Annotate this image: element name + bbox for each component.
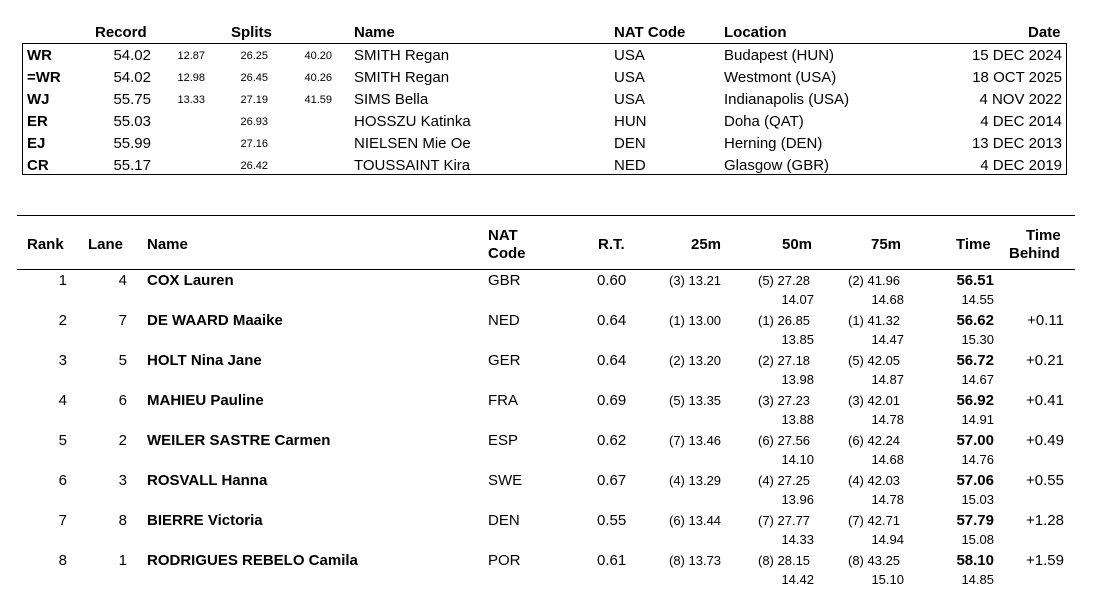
result-lane: 3 — [118, 472, 127, 489]
record-row — [0, 111, 1106, 133]
result-time-behind: +1.28 — [1026, 512, 1064, 529]
result-time-sub: 15.03 — [961, 492, 994, 507]
result-time: 57.06 — [956, 472, 994, 489]
result-split-75m: (7) 42.71 — [848, 513, 901, 528]
result-lane: 1 — [118, 552, 127, 569]
result-name: RODRIGUES REBELO Camila — [147, 552, 358, 569]
record-split-75: 40.26 — [304, 72, 332, 84]
record-date: 4 DEC 2019 — [980, 157, 1062, 174]
result-time-sub: 14.85 — [961, 572, 994, 587]
record-code: EJ — [27, 135, 46, 152]
result-split-50m-sub: 13.88 — [781, 412, 814, 427]
record-code: WJ — [27, 91, 50, 108]
record-time: 55.99 — [113, 135, 151, 152]
result-reaction-time: 0.62 — [597, 432, 627, 449]
records-header-record: Record — [95, 24, 147, 41]
result-time: 58.10 — [956, 552, 994, 569]
results-header-lane: Lane — [88, 236, 124, 253]
results-top-rule — [17, 215, 1075, 216]
result-nat: GER — [488, 352, 521, 369]
record-name: SIMS Bella — [354, 91, 429, 108]
result-time: 56.51 — [956, 272, 994, 289]
records-header-date: Date — [1028, 24, 1061, 41]
result-split-75m-sub: 15.10 — [871, 572, 904, 587]
result-rank: 5 — [58, 432, 67, 449]
record-location: Glasgow (GBR) — [724, 157, 830, 174]
result-split-75m-sub: 14.78 — [871, 492, 904, 507]
result-row — [0, 552, 1106, 592]
result-nat: DEN — [488, 512, 520, 529]
result-time-sub: 14.76 — [961, 452, 994, 467]
result-reaction-time: 0.60 — [597, 272, 627, 289]
result-reaction-time: 0.69 — [597, 392, 627, 409]
record-name: SMITH Regan — [354, 47, 450, 64]
result-lane: 8 — [118, 512, 127, 529]
record-location: Indianapolis (USA) — [724, 91, 850, 108]
record-time: 54.02 — [113, 47, 151, 64]
results-header-50m: 50m — [782, 236, 813, 253]
result-lane: 6 — [118, 392, 127, 409]
record-split-75: 40.20 — [304, 50, 332, 62]
result-name: BIERRE Victoria — [147, 512, 263, 529]
result-time-sub: 14.55 — [961, 292, 994, 307]
result-time: 56.72 — [956, 352, 994, 369]
result-split-50m: (8) 28.15 — [758, 553, 811, 568]
result-split-75m-sub: 14.68 — [871, 292, 904, 307]
result-split-75m-sub: 14.68 — [871, 452, 904, 467]
result-split-50m-sub: 13.85 — [781, 332, 814, 347]
result-split-25m: (5) 13.35 — [669, 393, 722, 408]
result-split-50m-sub: 14.42 — [781, 572, 814, 587]
record-code: =WR — [27, 69, 61, 86]
result-rank: 1 — [58, 272, 67, 289]
result-split-75m: (5) 42.05 — [848, 353, 901, 368]
result-split-25m: (7) 13.46 — [669, 433, 722, 448]
records-header-splits: Splits — [231, 24, 272, 41]
record-row — [0, 45, 1106, 67]
results-header-time: Time — [956, 236, 991, 253]
result-split-50m: (7) 27.77 — [758, 513, 811, 528]
result-split-75m-sub: 14.78 — [871, 412, 904, 427]
result-time: 56.62 — [956, 312, 994, 329]
result-split-25m: (2) 13.20 — [669, 353, 722, 368]
record-split-50: 27.19 — [240, 94, 268, 106]
record-nat: USA — [614, 91, 645, 108]
result-rank: 3 — [58, 352, 67, 369]
record-split-75: 41.59 — [304, 94, 332, 106]
record-date: 18 OCT 2025 — [972, 69, 1062, 86]
result-lane: 4 — [118, 272, 127, 289]
result-nat: SWE — [488, 472, 523, 489]
record-split-50: 27.16 — [240, 138, 268, 150]
record-split-50: 26.93 — [240, 116, 268, 128]
result-rank: 4 — [58, 392, 67, 409]
record-code: WR — [27, 47, 52, 64]
records-header-location: Location — [724, 24, 787, 41]
result-split-25m: (4) 13.29 — [669, 473, 722, 488]
result-nat: GBR — [488, 272, 521, 289]
record-split-25: 13.33 — [177, 94, 205, 106]
record-code: ER — [27, 113, 48, 130]
result-split-25m: (3) 13.21 — [669, 273, 722, 288]
records-header-name: Name — [354, 24, 395, 41]
result-split-50m-sub: 13.98 — [781, 372, 814, 387]
result-time-sub: 14.91 — [961, 412, 994, 427]
result-split-75m-sub: 14.94 — [871, 532, 904, 547]
result-time-behind: +0.11 — [1027, 312, 1064, 329]
results-header-rank: Rank — [27, 236, 64, 253]
result-time-sub: 15.08 — [961, 532, 994, 547]
record-row — [0, 133, 1106, 155]
results-header-rule — [17, 269, 1075, 270]
result-rank: 2 — [58, 312, 67, 329]
record-split-50: 26.45 — [240, 72, 268, 84]
record-nat: USA — [614, 47, 645, 64]
result-split-75m: (1) 41.32 — [848, 313, 901, 328]
result-time-behind: +1.59 — [1026, 552, 1064, 569]
result-name: COX Lauren — [147, 272, 234, 289]
result-reaction-time: 0.61 — [597, 552, 627, 569]
result-split-50m: (3) 27.23 — [758, 393, 811, 408]
result-row — [0, 472, 1106, 512]
result-split-50m-sub: 14.07 — [781, 292, 814, 307]
record-nat: HUN — [614, 113, 647, 130]
record-date: 4 NOV 2022 — [979, 91, 1062, 108]
result-time-behind: +0.21 — [1026, 352, 1064, 369]
record-name: TOUSSAINT Kira — [354, 157, 471, 174]
record-split-50: 26.25 — [240, 50, 268, 62]
result-reaction-time: 0.64 — [597, 312, 627, 329]
results-header-time-behind-1: Time — [1026, 227, 1061, 244]
result-split-25m: (6) 13.44 — [669, 513, 722, 528]
record-location: Budapest (HUN) — [724, 47, 835, 64]
result-row — [0, 512, 1106, 552]
record-row — [0, 89, 1106, 111]
record-date: 4 DEC 2014 — [980, 113, 1062, 130]
results-header-rt: R.T. — [598, 236, 625, 253]
result-lane: 2 — [118, 432, 127, 449]
record-nat: NED — [614, 157, 646, 174]
result-rank: 6 — [58, 472, 67, 489]
result-nat: ESP — [488, 432, 519, 449]
result-split-50m-sub: 14.10 — [781, 452, 814, 467]
record-row — [0, 67, 1106, 89]
result-rank: 7 — [58, 512, 67, 529]
results-header-time-behind-2: Behind — [1009, 245, 1060, 262]
result-time: 56.92 — [956, 392, 994, 409]
record-name: SMITH Regan — [354, 69, 450, 86]
result-name: HOLT Nina Jane — [147, 352, 262, 369]
result-split-50m: (4) 27.25 — [758, 473, 811, 488]
result-split-75m: (4) 42.03 — [848, 473, 901, 488]
result-row — [0, 392, 1106, 432]
result-split-50m: (1) 26.85 — [758, 313, 811, 328]
record-name: HOSSZU Katinka — [354, 113, 471, 130]
record-split-50: 26.42 — [240, 160, 268, 172]
records-header-nat: NAT Code — [614, 24, 686, 41]
results-header-code: Code — [488, 245, 526, 262]
result-reaction-time: 0.64 — [597, 352, 627, 369]
record-location: Herning (DEN) — [724, 135, 823, 152]
result-time-sub: 14.67 — [961, 372, 994, 387]
result-split-75m-sub: 14.87 — [871, 372, 904, 387]
result-time-behind: +0.55 — [1026, 472, 1064, 489]
record-split-25: 12.98 — [177, 72, 205, 84]
result-split-75m: (2) 41.96 — [848, 273, 901, 288]
record-name: NIELSEN Mie Oe — [354, 135, 471, 152]
result-split-75m: (3) 42.01 — [848, 393, 901, 408]
result-nat: NED — [488, 312, 520, 329]
results-header-75m: 75m — [871, 236, 902, 253]
results-header-25m: 25m — [691, 236, 722, 253]
record-time: 54.02 — [113, 69, 151, 86]
result-split-50m-sub: 13.96 — [781, 492, 814, 507]
record-row — [0, 155, 1106, 177]
result-split-50m: (2) 27.18 — [758, 353, 811, 368]
result-split-50m: (5) 27.28 — [758, 273, 811, 288]
results-header-nat: NAT — [488, 227, 518, 244]
result-name: DE WAARD Maaike — [147, 312, 283, 329]
result-split-75m: (8) 43.25 — [848, 553, 901, 568]
record-location: Westmont (USA) — [724, 69, 837, 86]
result-name: WEILER SASTRE Carmen — [147, 432, 331, 449]
results-header-name: Name — [147, 236, 188, 253]
record-date: 13 DEC 2013 — [971, 135, 1062, 152]
result-split-75m-sub: 14.47 — [871, 332, 904, 347]
result-name: MAHIEU Pauline — [147, 392, 264, 409]
result-row — [0, 352, 1106, 392]
record-time: 55.75 — [113, 91, 151, 108]
result-nat: POR — [488, 552, 521, 569]
records-section — [0, 0, 1106, 180]
result-time-sub: 15.30 — [961, 332, 994, 347]
result-split-25m: (8) 13.73 — [669, 553, 722, 568]
result-split-75m: (6) 42.24 — [848, 433, 901, 448]
result-time-behind: +0.41 — [1026, 392, 1064, 409]
record-time: 55.17 — [113, 157, 151, 174]
result-lane: 7 — [118, 312, 127, 329]
result-row — [0, 432, 1106, 472]
record-split-25: 12.87 — [177, 50, 205, 62]
result-split-50m-sub: 14.33 — [781, 532, 814, 547]
result-name: ROSVALL Hanna — [147, 472, 268, 489]
result-time-behind: +0.49 — [1026, 432, 1064, 449]
result-reaction-time: 0.67 — [597, 472, 627, 489]
result-time: 57.00 — [956, 432, 994, 449]
record-nat: USA — [614, 69, 645, 86]
result-nat: FRA — [488, 392, 518, 409]
result-reaction-time: 0.55 — [597, 512, 627, 529]
record-location: Doha (QAT) — [724, 113, 804, 130]
result-rank: 8 — [58, 552, 67, 569]
result-split-25m: (1) 13.00 — [669, 313, 722, 328]
result-split-50m: (6) 27.56 — [758, 433, 811, 448]
result-row — [0, 272, 1106, 312]
record-code: CR — [27, 157, 49, 174]
record-date: 15 DEC 2024 — [971, 47, 1062, 64]
result-time: 57.79 — [956, 512, 994, 529]
results-section — [0, 215, 1106, 611]
result-lane: 5 — [118, 352, 127, 369]
record-nat: DEN — [614, 135, 646, 152]
record-time: 55.03 — [113, 113, 151, 130]
result-row — [0, 312, 1106, 352]
